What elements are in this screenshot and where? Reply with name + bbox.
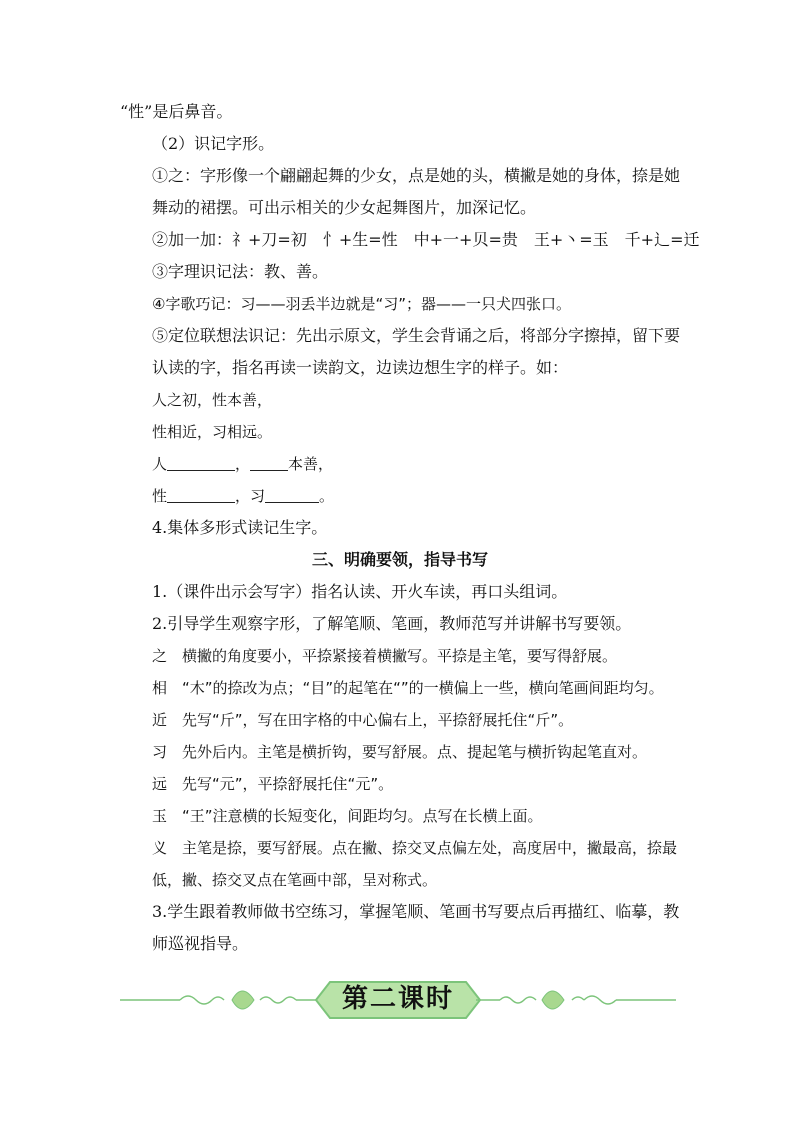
text-line: （2）识记字形。: [152, 134, 275, 153]
poem-char: ，习: [235, 487, 266, 505]
text-paragraph: ⑤定位联想法识记：先出示原文，学生会背诵之后，将部分字擦掉，留下要认读的字，指名再读一读韵文，边读边想生字的样子。如：: [152, 326, 681, 377]
text-line: ④字歌巧记：习——羽丢半边就是“习”；器——一只犬四张口。: [152, 295, 571, 313]
lesson-title: 第二课时: [341, 984, 454, 1014]
text-paragraph: ①之：字形像一个翩翩起舞的少女，点是她的头，横撇是她的身体，捺是她舞动的裙摆。可出示相关的少女起舞图片，加深记忆。: [152, 166, 681, 217]
writing-tip: 之 横撇的角度要小，平捺紧接着横撇写。平捺是主笔，要写得舒展。: [152, 647, 618, 665]
text-line: “性”是后鼻音。: [120, 102, 233, 121]
writing-tip: 玉 “王”注意横的长短变化，间距均匀。点写在长横上面。: [152, 807, 543, 825]
text-line: 2.引导学生观察字形，了解笔顺、笔画，教师范写并讲解书写要领。: [152, 614, 632, 633]
poem-line: 性相近，习相远。: [152, 423, 273, 441]
lesson-banner: [120, 976, 676, 1024]
poem-char: 性: [152, 487, 168, 505]
poem-char: 人: [152, 455, 168, 473]
poem-char: 。: [319, 487, 335, 505]
writing-tip: 远 先写“元”，平捺舒展托住“元”。: [152, 775, 394, 793]
writing-tip: 义 主笔是捺，要写舒展。点在撇、捺交叉点偏左处，高度居中，撇最高，捺最低，撇、捺交叉点在笔画中部，呈对称式。: [152, 839, 678, 889]
text-line: 4.集体多形式读记生字。: [152, 518, 328, 537]
section-heading: 三、明确要领，指导书写: [311, 550, 488, 569]
poem-fill-line: [120, 448, 680, 480]
writing-tip: 近 先写“斤”，写在田字格的中心偏右上，平捺舒展托住“斤”。: [152, 711, 574, 729]
poem-char: 本善，: [288, 455, 334, 473]
text-line: ③字理识记法：教、善。: [152, 262, 329, 281]
writing-tip: 相 “木”的捺改为点；“目”的起笔在“”的一横偏上一些，横向笔画间距均匀。: [152, 679, 664, 697]
poem-fill-line: [120, 480, 680, 512]
fill-blank[interactable]: [265, 484, 319, 503]
fill-blank[interactable]: [167, 452, 235, 471]
poem-char: ，: [235, 455, 251, 473]
writing-tip: 习 先外后内。主笔是横折钩，要写舒展。点、提起笔与横折钩起笔直对。: [152, 743, 648, 761]
text-line: ②加一加：礻+刀=初 忄+生=性 中+一+贝=贵 王+丶=玉 千+辶=迁: [152, 230, 700, 249]
document-body: [120, 96, 700, 960]
poem-line: 人之初，性本善，: [152, 391, 273, 409]
text-line: 1.（课件出示会写字）指名认读、开火车读，再口头组词。: [152, 582, 568, 601]
text-paragraph: 3.学生跟着教师做书空练习，掌握笔顺、笔画书写要点后再描红、临摹，教师巡视指导。: [152, 902, 680, 953]
fill-blank[interactable]: [167, 484, 235, 503]
fill-blank[interactable]: [250, 452, 288, 471]
